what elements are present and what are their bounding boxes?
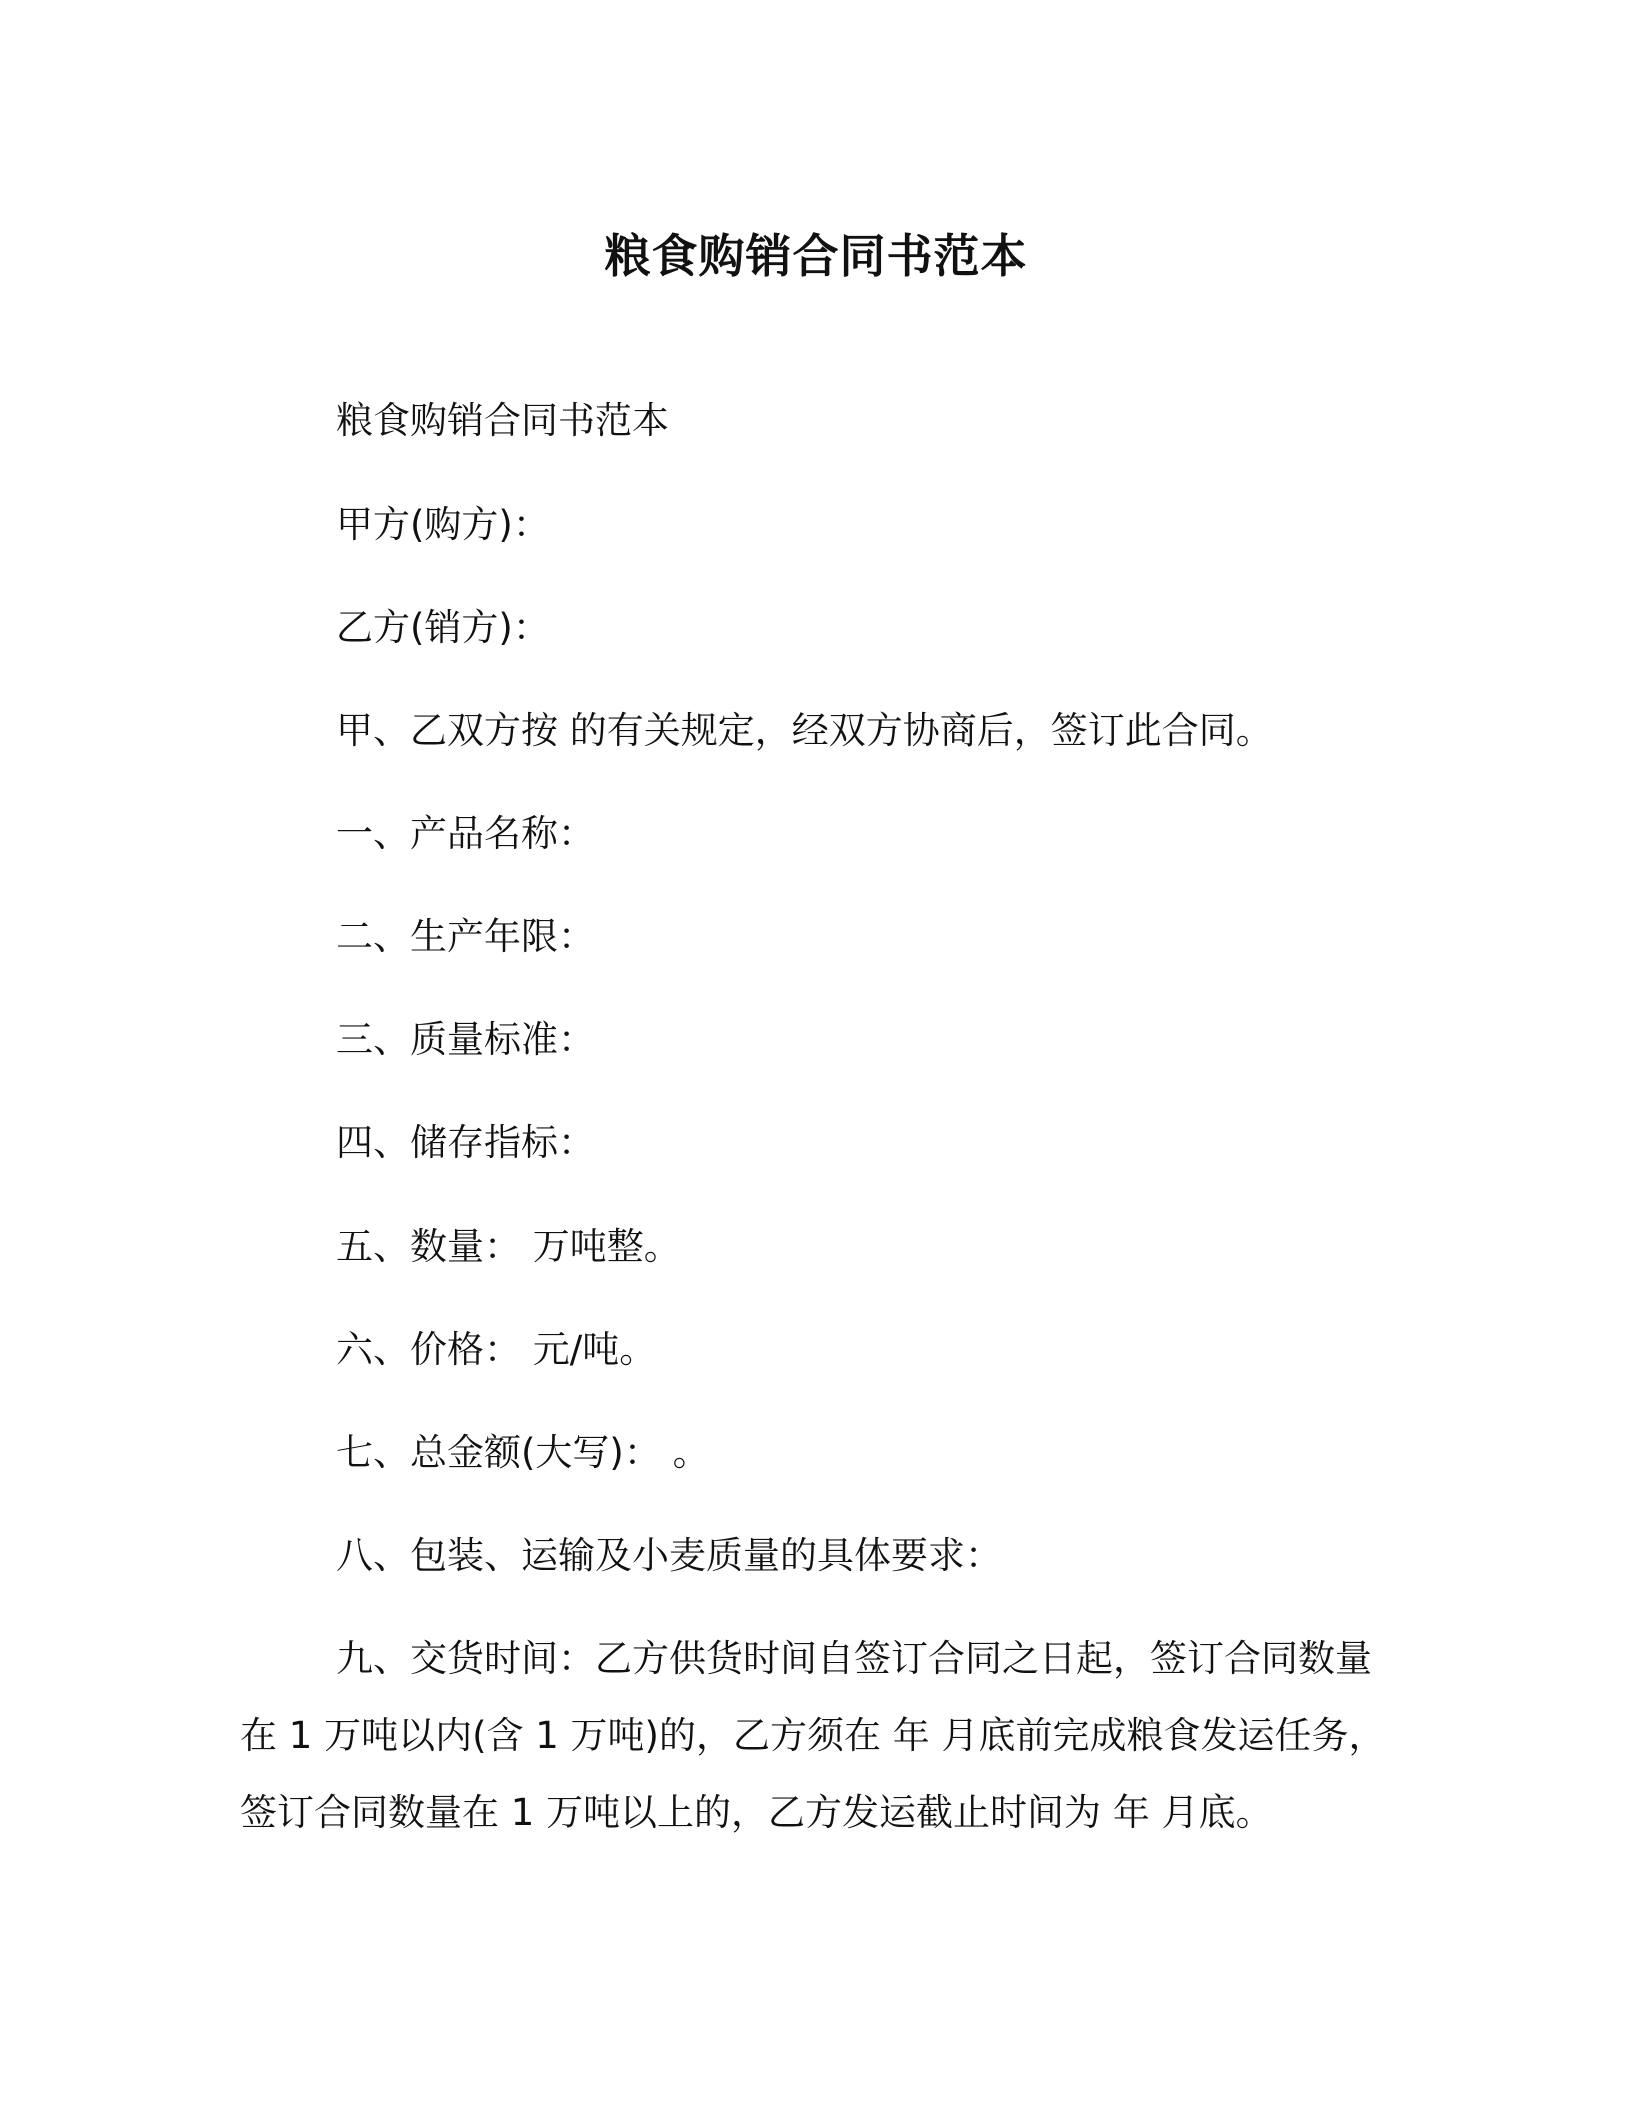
- clause-1-product-name: 一、产品名称：: [336, 812, 595, 855]
- clause-2-production-year: 二、生产年限：: [336, 915, 595, 958]
- paragraph-party-b: 乙方(销方)：: [336, 606, 550, 649]
- clause-6-price: 六、价格： 元/吨。: [336, 1328, 657, 1371]
- clause-7-total-amount: 七、总金额(大写)： 。: [336, 1431, 710, 1474]
- clause-9-delivery-time: [240, 1620, 1390, 1851]
- document-title: 粮食购销合同书范本: [604, 229, 1028, 283]
- clause-9-line-3: 签订合同数量在 1 万吨以上的，乙方发运截止时间为 年 月底。: [240, 1791, 1273, 1834]
- clause-9-line-2: 在 1 万吨以内(含 1 万吨)的，乙方须在 年 月底前完成粮食发运任务，: [240, 1714, 1386, 1757]
- clause-4-storage-index: 四、储存指标：: [336, 1121, 595, 1164]
- clause-3-quality-standard: 三、质量标准：: [336, 1018, 595, 1061]
- clause-5-quantity: 五、数量： 万吨整。: [336, 1225, 681, 1268]
- clause-9-line-1: 九、交货时间：乙方供货时间自签订合同之日起，签订合同数量: [336, 1637, 1372, 1680]
- paragraph-party-a: 甲方(购方)：: [336, 503, 550, 546]
- paragraph-subtitle: 粮食购销合同书范本: [336, 399, 669, 442]
- paragraph-agreement: 甲、乙双方按 的有关规定，经双方协商后，签订此合同。: [336, 709, 1273, 752]
- clause-8-packaging-requirements: 八、包装、运输及小麦质量的具体要求：: [336, 1534, 1002, 1577]
